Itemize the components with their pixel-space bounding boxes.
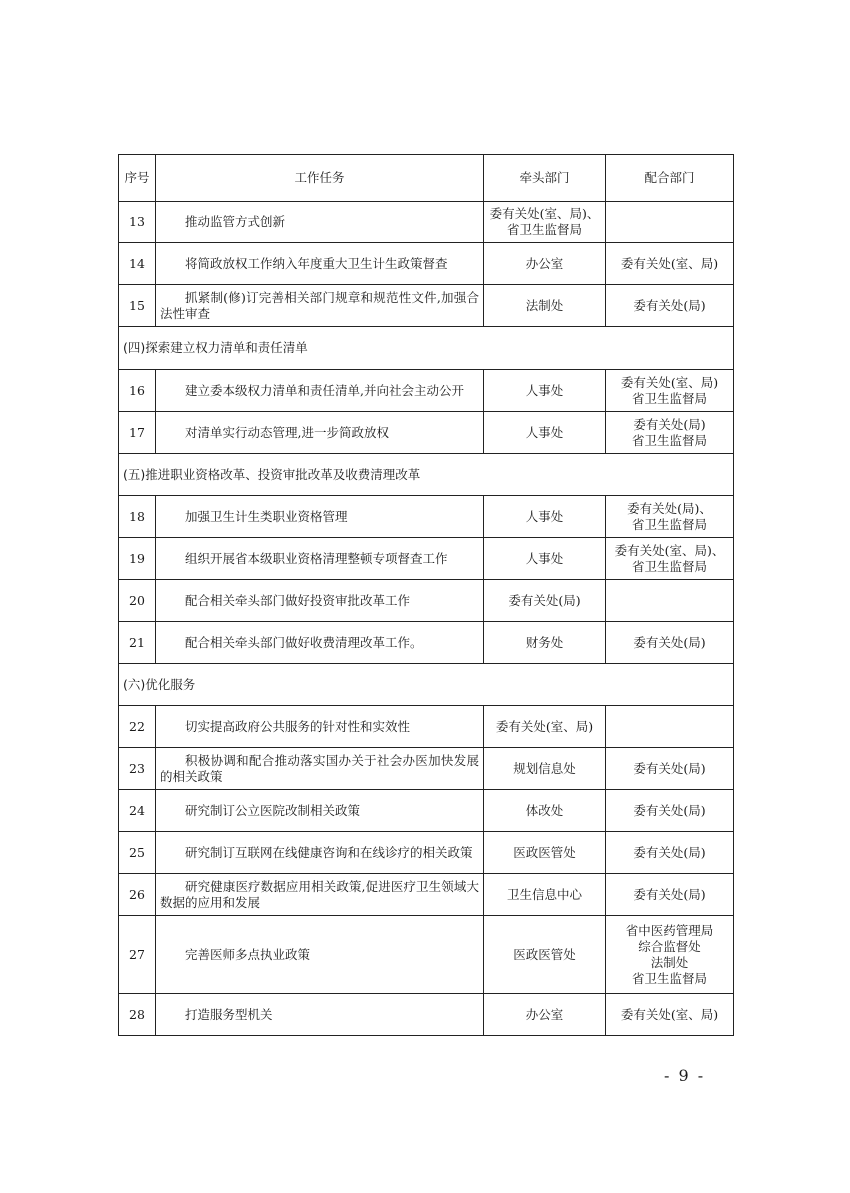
cooperating-department: 省中医药管理局 综合监督处 法制处 省卫生监督局 xyxy=(606,916,734,994)
task-description: 建立委本级权力清单和责任清单,并向社会主动公开 xyxy=(156,370,484,412)
cooperating-department: 委有关处(室、局)、 省卫生监督局 xyxy=(606,538,734,580)
row-number: 13 xyxy=(119,202,156,243)
section-title: (五)推进职业资格改革、投资审批改革及收费清理改革 xyxy=(119,454,734,496)
lead-department: 卫生信息中心 xyxy=(484,874,606,916)
task-description: 研究健康医疗数据应用相关政策,促进医疗卫生领域大数据的应用和发展 xyxy=(156,874,484,916)
page-number: - 9 - xyxy=(664,1066,706,1085)
table-row xyxy=(119,706,734,748)
section-row xyxy=(119,454,734,496)
lead-department: 人事处 xyxy=(484,370,606,412)
cooperating-department: 委有关处(局) xyxy=(606,748,734,790)
lead-department: 人事处 xyxy=(484,496,606,538)
cooperating-department: 委有关处(局) xyxy=(606,832,734,874)
table-row xyxy=(119,538,734,580)
task-description: 切实提高政府公共服务的针对性和实效性 xyxy=(156,706,484,748)
cooperating-department xyxy=(606,706,734,748)
header-co-dept: 配合部门 xyxy=(606,155,734,202)
table-row xyxy=(119,243,734,285)
task-description: 将简政放权工作纳入年度重大卫生计生政策督查 xyxy=(156,243,484,285)
row-number: 14 xyxy=(119,243,156,285)
header-row xyxy=(119,155,734,202)
table-row xyxy=(119,790,734,832)
lead-department: 办公室 xyxy=(484,994,606,1036)
task-table xyxy=(118,154,734,1036)
task-description: 对清单实行动态管理,进一步简政放权 xyxy=(156,412,484,454)
row-number: 23 xyxy=(119,748,156,790)
table-row xyxy=(119,994,734,1036)
task-description: 组织开展省本级职业资格清理整顿专项督查工作 xyxy=(156,538,484,580)
header-lead-dept: 牵头部门 xyxy=(484,155,606,202)
row-number: 15 xyxy=(119,285,156,327)
table-row xyxy=(119,370,734,412)
lead-department: 医政医管处 xyxy=(484,832,606,874)
row-number: 17 xyxy=(119,412,156,454)
cooperating-department: 委有关处(局) xyxy=(606,790,734,832)
row-number: 25 xyxy=(119,832,156,874)
row-number: 21 xyxy=(119,622,156,664)
table-row xyxy=(119,916,734,994)
cooperating-department: 委有关处(局) 省卫生监督局 xyxy=(606,412,734,454)
lead-department: 规划信息处 xyxy=(484,748,606,790)
task-description: 研究制订互联网在线健康咨询和在线诊疗的相关政策 xyxy=(156,832,484,874)
header-no: 序号 xyxy=(119,155,156,202)
table-row xyxy=(119,580,734,622)
cooperating-department: 委有关处(室、局) xyxy=(606,243,734,285)
header-task: 工作任务 xyxy=(156,155,484,202)
cooperating-department: 委有关处(室、局) 省卫生监督局 xyxy=(606,370,734,412)
row-number: 24 xyxy=(119,790,156,832)
lead-department: 委有关处(局) xyxy=(484,580,606,622)
cooperating-department: 委有关处(室、局) xyxy=(606,994,734,1036)
task-description: 配合相关牵头部门做好收费清理改革工作。 xyxy=(156,622,484,664)
table-row xyxy=(119,412,734,454)
cooperating-department: 委有关处(局) xyxy=(606,622,734,664)
section-title: (六)优化服务 xyxy=(119,664,734,706)
lead-department: 委有关处(室、局) xyxy=(484,706,606,748)
task-description: 配合相关牵头部门做好投资审批改革工作 xyxy=(156,580,484,622)
task-description: 研究制订公立医院改制相关政策 xyxy=(156,790,484,832)
table-row xyxy=(119,748,734,790)
cooperating-department xyxy=(606,202,734,243)
row-number: 28 xyxy=(119,994,156,1036)
lead-department: 人事处 xyxy=(484,538,606,580)
cooperating-department: 委有关处(局) xyxy=(606,874,734,916)
table-row xyxy=(119,202,734,243)
section-row xyxy=(119,327,734,370)
table-row xyxy=(119,874,734,916)
row-number: 18 xyxy=(119,496,156,538)
lead-department: 财务处 xyxy=(484,622,606,664)
table-row xyxy=(119,496,734,538)
task-description: 推动监管方式创新 xyxy=(156,202,484,243)
lead-department: 人事处 xyxy=(484,412,606,454)
row-number: 27 xyxy=(119,916,156,994)
task-description: 抓紧制(修)订完善相关部门规章和规范性文件,加强合法性审查 xyxy=(156,285,484,327)
table-row xyxy=(119,622,734,664)
task-description: 打造服务型机关 xyxy=(156,994,484,1036)
section-row xyxy=(119,664,734,706)
task-description: 加强卫生计生类职业资格管理 xyxy=(156,496,484,538)
table-body xyxy=(119,155,734,1036)
lead-department: 体改处 xyxy=(484,790,606,832)
lead-department: 医政医管处 xyxy=(484,916,606,994)
row-number: 22 xyxy=(119,706,156,748)
cooperating-department: 委有关处(局)、 省卫生监督局 xyxy=(606,496,734,538)
task-description: 完善医师多点执业政策 xyxy=(156,916,484,994)
cooperating-department: 委有关处(局) xyxy=(606,285,734,327)
row-number: 20 xyxy=(119,580,156,622)
table-row xyxy=(119,832,734,874)
lead-department: 委有关处(室、局)、 省卫生监督局 xyxy=(484,202,606,243)
row-number: 19 xyxy=(119,538,156,580)
section-title: (四)探索建立权力清单和责任清单 xyxy=(119,327,734,370)
task-description: 积极协调和配合推动落实国办关于社会办医加快发展的相关政策 xyxy=(156,748,484,790)
lead-department: 办公室 xyxy=(484,243,606,285)
cooperating-department xyxy=(606,580,734,622)
lead-department: 法制处 xyxy=(484,285,606,327)
table-row xyxy=(119,285,734,327)
row-number: 26 xyxy=(119,874,156,916)
row-number: 16 xyxy=(119,370,156,412)
